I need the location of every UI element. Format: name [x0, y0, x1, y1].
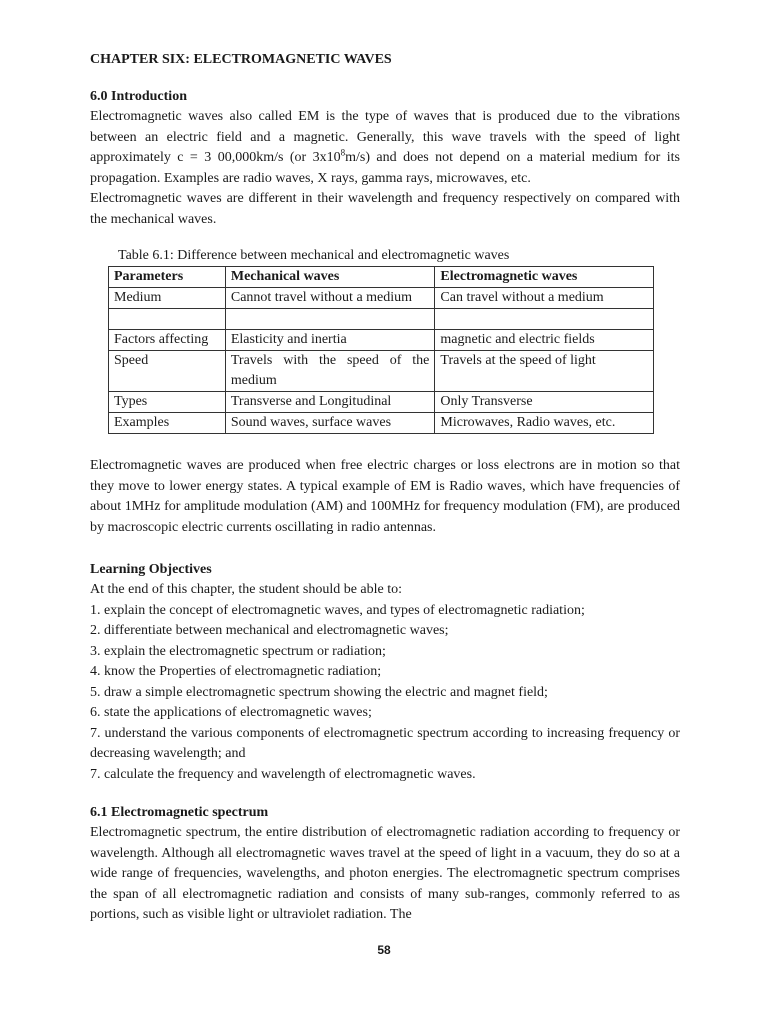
- table-row: [109, 351, 654, 392]
- table-cell: magnetic and electric fields: [435, 330, 654, 351]
- table-row: [109, 413, 654, 434]
- spectrum-paragraph: Electromagnetic spectrum, the entire distribution of electromagnetic radiation according to frequency or wavelength. Although all electromagnetic waves travel at the speed of light in a vacuum, they do so at a wide range of frequencies, wavelengths, and photon energies. The electromagnetic spectrum comprises the span of all electromagnetic radiation and consists of many sub-ranges, commonly referred to as portions, such as visible light or ultraviolet radiation. The: [90, 825, 680, 922]
- table-cell: Only Transverse: [435, 392, 654, 413]
- table-cell: Cannot travel without a medium: [225, 288, 435, 309]
- table-header-row: [109, 267, 654, 288]
- table-cell: Sound waves, surface waves: [225, 413, 435, 434]
- table-cell: Factors affecting: [109, 330, 226, 351]
- em-production-paragraph: Electromagnetic waves are produced when free electric charges or loss electrons are in motion so that they move to lower energy states. A typical example of EM is Radio waves, which have frequencies of about 1MHz for amplitude modulation (AM) and 100MHz for frequency modulation (FM), are produced by macroscopic electric currents oscillating in radio antennas.: [90, 458, 680, 535]
- intro-paragraph-1: Electromagnetic waves also called EM is the type of waves that is produced due to the vibrations between an electric field and a magnetic. Generally, this wave travels with the speed of light approximately c = 3 00,000km/s (or $3x10^8m/s$) and does not depend on a material medium for its propagation. Examples are radio waves, X rays, gamma rays, microwaves, etc.: [90, 109, 680, 186]
- table-header-cell: Mechanical waves: [225, 267, 435, 288]
- objectives-intro: At the end of this chapter, the student should be able to:: [90, 582, 403, 597]
- table-cell: Examples: [109, 413, 226, 434]
- objectives-list: [90, 601, 680, 786]
- list-item: 5. draw a simple electromagnetic spectrum showing the electric and magnet field;: [90, 684, 548, 700]
- intro-heading: 6.0 Introduction: [90, 89, 187, 104]
- table-row: [109, 288, 654, 309]
- table-caption: Table 6.1: Difference between mechanical and electromagnetic waves: [118, 248, 510, 263]
- table-cell: Can travel without a medium: [435, 288, 654, 309]
- table-cell: Travels with the speed of the medium: [225, 351, 435, 392]
- comparison-table: [108, 266, 654, 434]
- spectrum-heading: 6.1 Electromagnetic spectrum: [90, 805, 269, 820]
- chapter-title: CHAPTER SIX: ELECTROMAGNETIC WAVES: [90, 52, 392, 67]
- table-cell: Travels at the speed of light: [435, 351, 654, 392]
- document-page: [90, 50, 680, 926]
- table-cell: Speed: [109, 351, 226, 392]
- table-cell: Elasticity and inertia: [225, 330, 435, 351]
- table-cell: Transverse and Longitudinal: [225, 392, 435, 413]
- list-item: 1. explain the concept of electromagnetic waves, and types of electromagnetic radiation;: [90, 602, 585, 618]
- intro-superscript: 8: [340, 147, 346, 158]
- list-item: 6. state the applications of electromagnetic waves;: [90, 705, 372, 720]
- intro-paragraph-2: Electromagnetic waves are different in their wavelength and frequency respectively on compared with the mechanical waves.: [90, 191, 680, 227]
- page-number: 58: [377, 943, 391, 957]
- table-row: [109, 330, 654, 351]
- list-item: 7. calculate the frequency and wavelength of electromagnetic waves.: [90, 766, 476, 782]
- list-item: 3. explain the electromagnetic spectrum or radiation;: [90, 643, 386, 659]
- list-item: 7. understand the various components of electromagnetic spectrum according to increasing frequency or decreasing wavelength; and: [90, 725, 680, 761]
- table-header-cell: Parameters: [109, 267, 226, 288]
- objectives-heading: Learning Objectives: [90, 562, 212, 577]
- table-cell: Medium: [109, 288, 226, 309]
- table-row: [109, 392, 654, 413]
- table-cell: Types: [109, 392, 226, 413]
- table-cell: Microwaves, Radio waves, etc.: [435, 413, 654, 434]
- list-item: 2. differentiate between mechanical and electromagnetic waves;: [90, 623, 449, 638]
- table-spacer-row: [109, 309, 654, 330]
- table-header-cell: Electromagnetic waves: [435, 267, 654, 288]
- list-item: 4. know the Properties of electromagnetic radiation;: [90, 664, 382, 679]
